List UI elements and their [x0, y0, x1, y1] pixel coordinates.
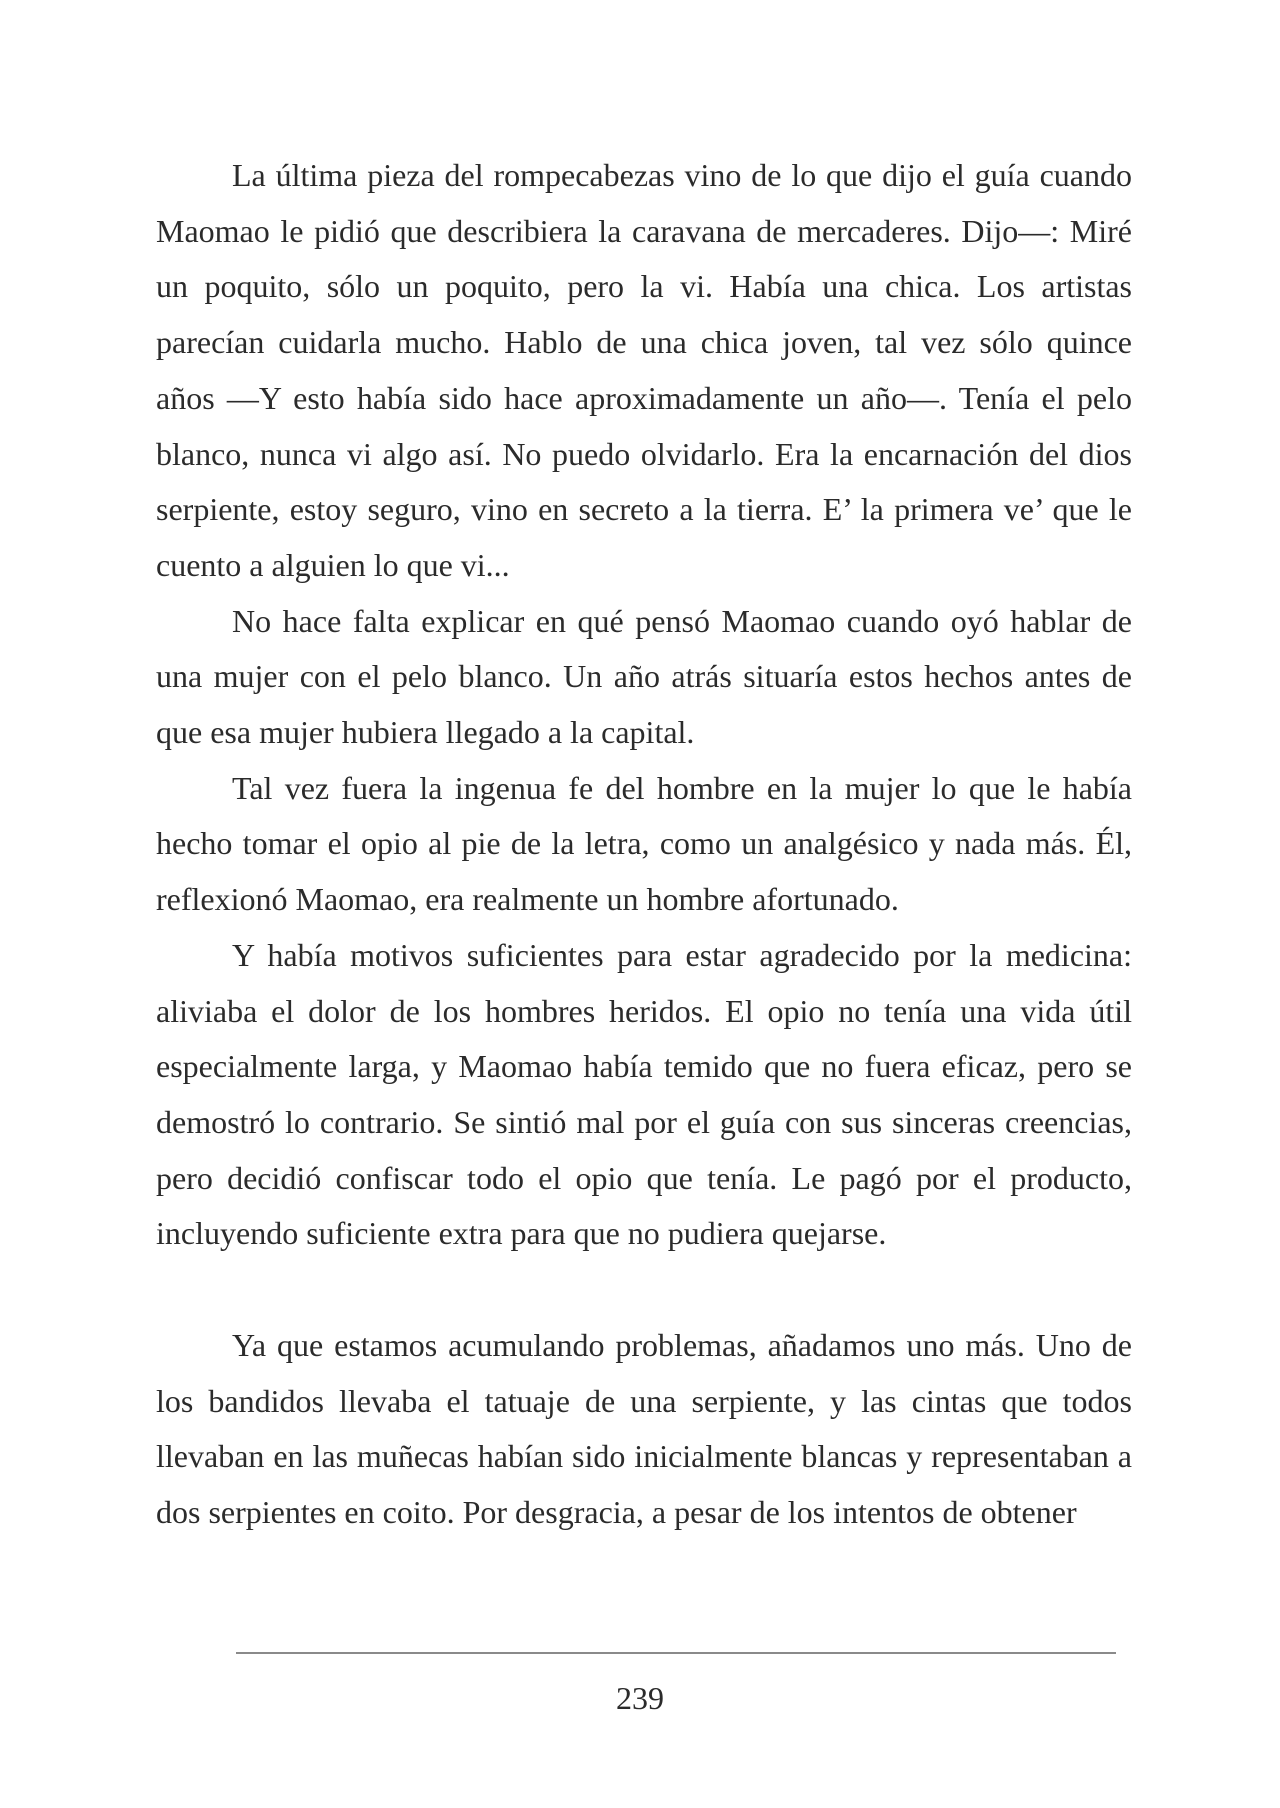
paragraph: No hace falta explicar en qué pensó Maomao cuando oyó hablar de una mujer con el pelo blanco. Un año atrás situaría estos hechos antes de que esa mujer hubiera llegado a la capital. — [156, 602, 1132, 751]
text-section-2 — [156, 1318, 1132, 1541]
paragraph: Tal vez fuera la ingenua fe del hombre en la mujer lo que le había hecho tomar el opio al pie de la letra, como un analgésico y nada más. Él, reflexionó Maomao, era realmente un hombre afortunado. — [156, 769, 1132, 918]
paragraph: Ya que estamos acumulando problemas, añadamos uno más. Uno de los bandidos llevaba el tatuaje de una serpiente, y las cintas que todos llevaban en las muñecas habían sido inicialmente blancas y representaban a dos serpientes en coito. Por desgracia, a pesar de los intentos de obtener — [156, 1327, 1132, 1531]
paragraph: Y había motivos suficientes para estar agradecido por la medicina: aliviaba el dolor de los hombres heridos. El opio no tenía una vida útil especialmente larga, y Maomao había temido que no fuera eficaz, pero se demostró lo contrario. Se sintió mal por el guía con sus sinceras creencias, pero decidió confiscar todo el opio que tenía. Le pagó por el producto, incluyendo suficiente extra para que no pudiera quejarse. — [156, 936, 1132, 1252]
footer-divider — [236, 1652, 1116, 1654]
text-section-1 — [156, 148, 1132, 1262]
page-number: 239 — [616, 1680, 664, 1716]
paragraph: La última pieza del rompecabezas vino de lo que dijo el guía cuando Maomao le pidió que describiera la caravana de mercaderes. Dijo—: Miré un poquito, sólo un poquito, pero la vi. Había una chica. Los artistas parecían cuidarla mucho. Hablo de una chica joven, tal vez sólo quince años —Y esto había sido hace aproximadamente un año—. Tenía el pelo blanco, nunca vi algo así. No puedo olvidarlo. Era la encarnación del dios serpiente, estoy seguro, vino en secreto a la tierra. E’ la primera ve’ que le cuento a alguien lo que vi... — [156, 157, 1132, 583]
